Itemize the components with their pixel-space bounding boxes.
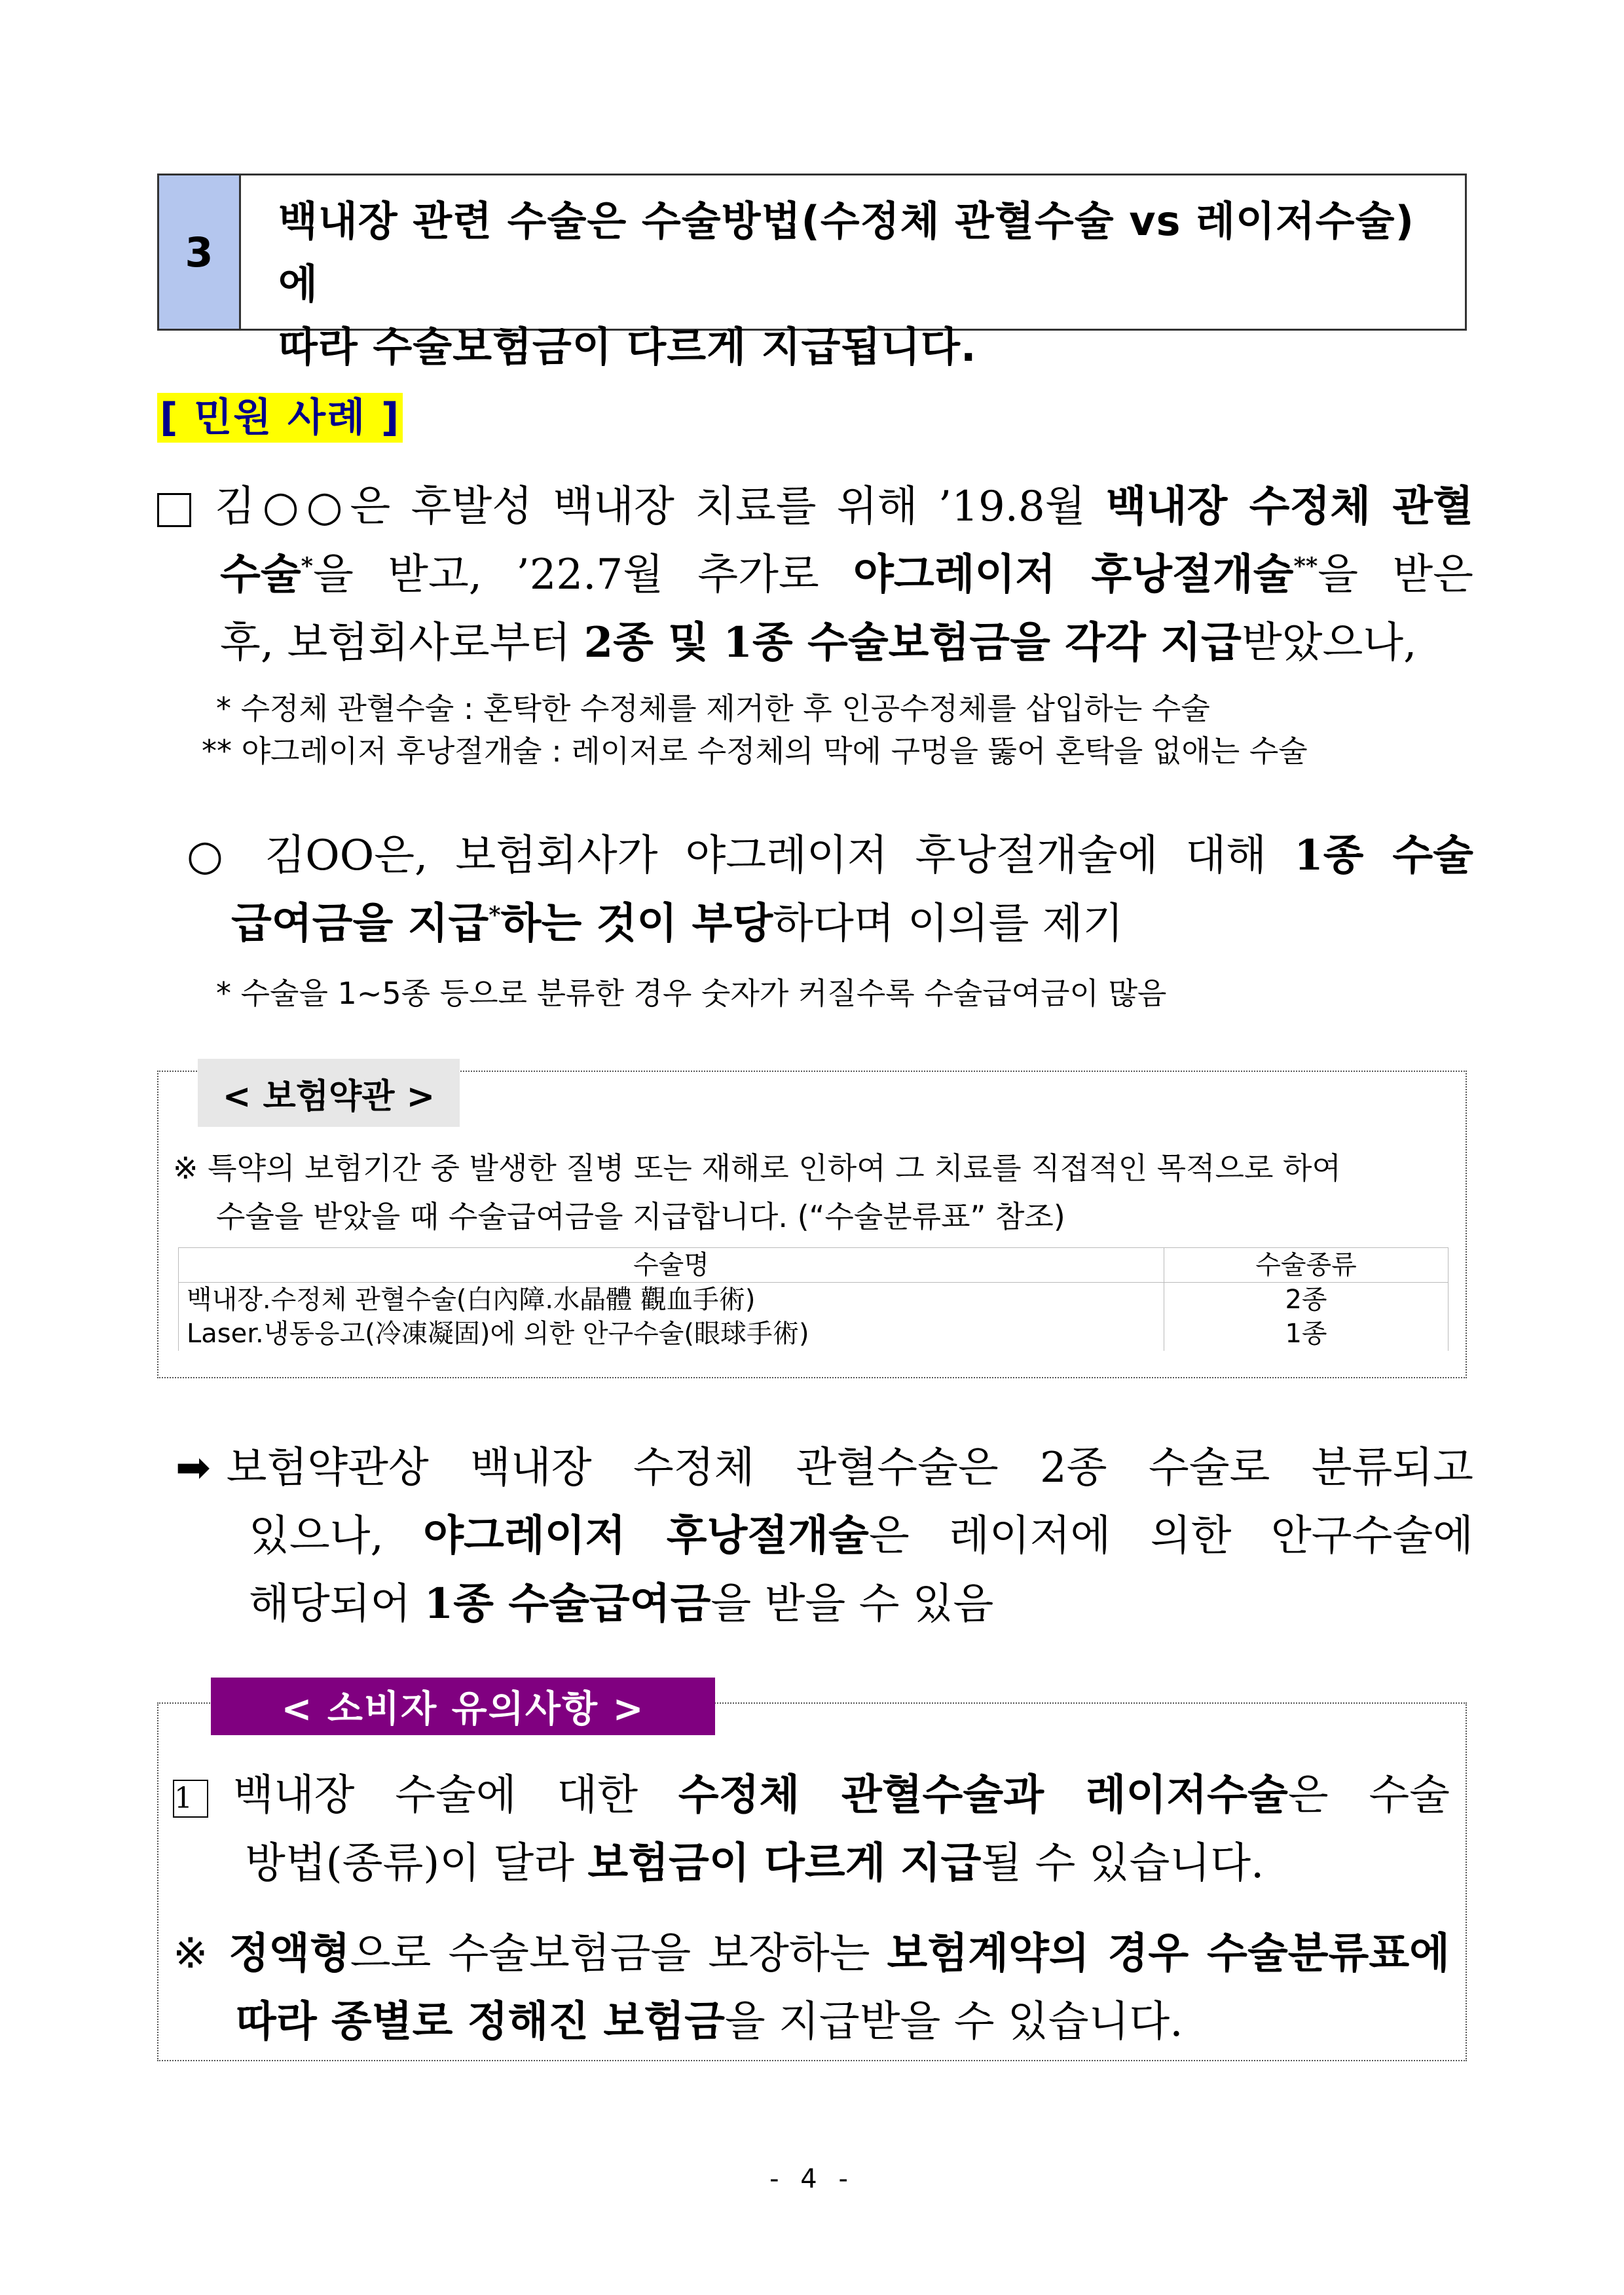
footnote-2: ** 야그레이저 후낭절개술 : 레이저로 수정체의 막에 구멍을 뚫어 혼탁을 없애는 수술	[202, 733, 1308, 769]
section-number: 3	[159, 175, 241, 329]
consumer-item-line2: 방법(종류)이 달라 보험금이 다르게 지급될 수 있습니다.	[245, 1839, 1264, 1888]
consumer-item-line1: 1 백내장 수술에 대한 수정체 관혈수술과 레이저수술은 수술	[174, 1771, 1450, 1820]
table-row	[179, 1283, 1449, 1351]
section-header	[157, 174, 1467, 371]
consumer-note	[173, 1920, 1450, 2056]
table-header: 수술종류	[1164, 1248, 1449, 1283]
table-cell: 백내장.수정체 관혈수술(白內障.水晶體 觀血手術) Laser.냉동응고(冷凍凝固)에 의한 안구수술(眼球手術)	[179, 1283, 1164, 1351]
conclusion-line3: 해당되어 1종 수술급여금을 받을 수 있음	[249, 1579, 994, 1628]
terms-text	[173, 1144, 1456, 1241]
item-number-box: 1	[173, 1780, 208, 1818]
checkbox-square-icon	[157, 493, 191, 527]
conclusion-paragraph	[175, 1434, 1473, 1638]
section-title-line2: 따라 수술보험금이 다르게 지급됩니다.	[278, 323, 977, 371]
terms-title: < 보험약관 >	[198, 1059, 460, 1127]
consumer-notice-box	[157, 1688, 1467, 2061]
footnote-3: * 수술을 1∼5종 등으로 분류한 경우 숫자가 커질수록 수술급여금이 많음	[216, 976, 1167, 1011]
case-paragraph	[157, 473, 1473, 677]
table-cell: 2종 1종	[1164, 1283, 1449, 1351]
conclusion-line2: 있으나, 야그레이저 후낭절개술은 레이저에 의한 안구수술에	[249, 1511, 1473, 1560]
footnote-1: * 수정체 관혈수술 : 혼탁한 수정체를 제거한 후 인공수정체를 삽입하는 수술	[216, 691, 1210, 726]
consumer-item-1	[173, 1761, 1450, 1898]
table-header: 수술명	[179, 1248, 1164, 1283]
insurance-terms-box	[157, 1071, 1467, 1378]
terms-line2: 수술을 받았을 때 수술급여금을 지급합니다. (“수술분류표” 참조)	[216, 1199, 1065, 1234]
consumer-note-line2: 따라 종별로 정해진 보험금을 지급받을 수 있습니다.	[236, 1997, 1183, 2046]
table-header-row	[179, 1248, 1449, 1283]
terms-line1: ※ 특약의 보험기간 중 발생한 질병 또는 재해로 인하여 그 치료를 직접적인 목적으로 하여	[173, 1150, 1341, 1186]
case-line3: 후, 보험회사로부터 2종 및 1종 수술보험금을 각각 지급받았으나,	[220, 618, 1417, 667]
page-number: - 4 -	[769, 2164, 855, 2194]
consumer-notice-title: < 소비자 유의사항 >	[211, 1678, 715, 1735]
case-line2: 수술*을 받고, ’22.7월 추가로 야그레이저 후낭절개술**을 받은	[220, 550, 1473, 599]
consumer-note-line1: ※ 정액형으로 수술보험금을 보장하는 보험계약의 경우 수술분류표에	[173, 1929, 1450, 1978]
arrow-right-icon: ➡	[175, 1444, 211, 1492]
case-label: [ 민원 사례 ]	[157, 393, 403, 443]
section-title-line1: 백내장 관련 수술은 수술방법(수정체 관혈수술 vs 레이저수술)에	[278, 197, 1414, 308]
complaint-line2: 급여금을 지급*하는 것이 부당하다며 이의를 제기	[231, 899, 1124, 948]
conclusion-line1: ➡ 보험약관상 백내장 수정체 관혈수술은 2종 수술로 분류되고	[175, 1444, 1473, 1492]
section-title	[278, 190, 1450, 378]
complaint-paragraph	[187, 822, 1473, 958]
complaint-line1: ○ 김OO은, 보험회사가 야그레이저 후낭절개술에 대해 1종 수술	[187, 831, 1473, 880]
case-line1: 김○○은 후발성 백내장 치료를 위해 ’19.8월 백내장 수정체 관혈	[157, 473, 1473, 541]
surgery-classification-table	[178, 1247, 1449, 1351]
